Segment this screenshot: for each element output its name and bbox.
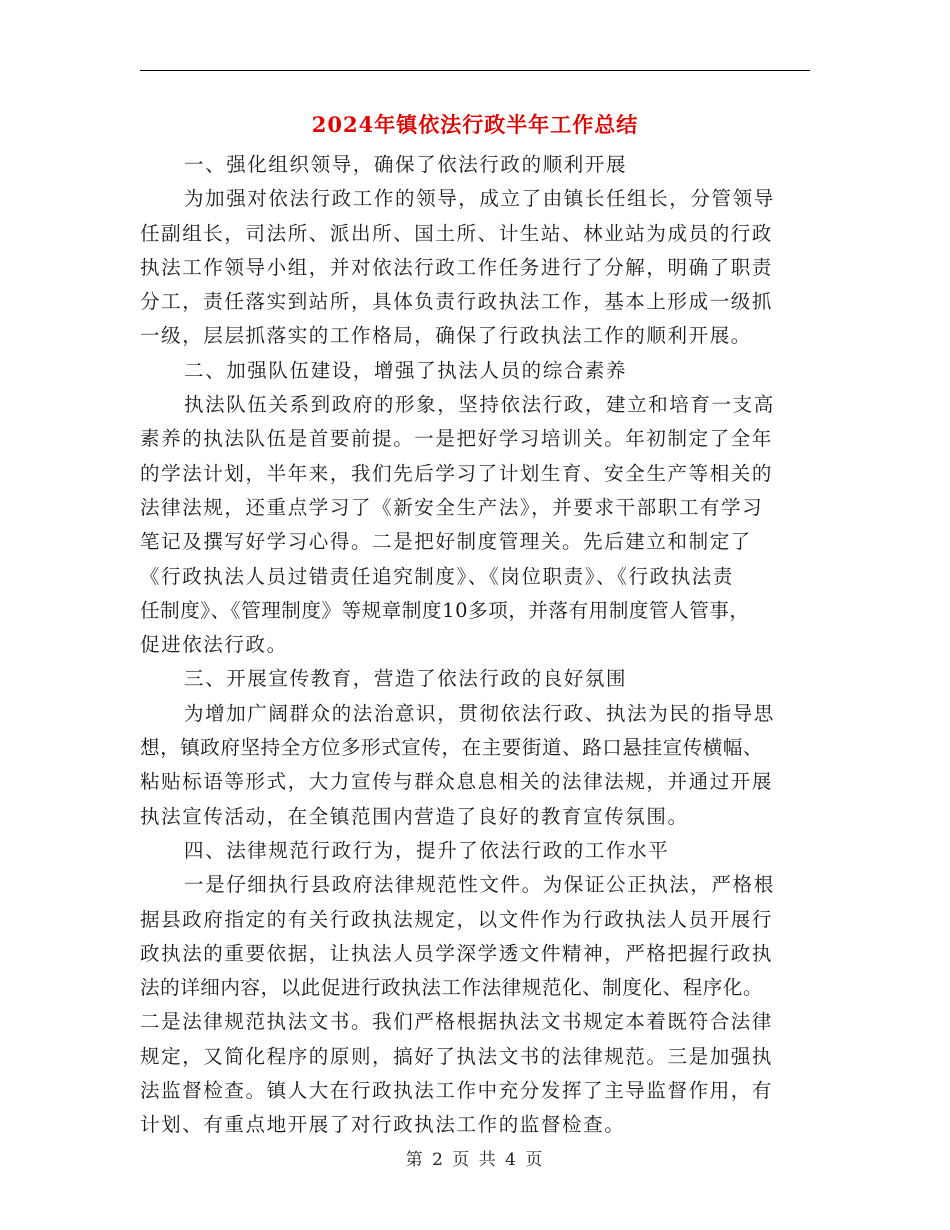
paragraph-line: 想，镇政府坚持全方位多形式宣传，在主要街道、路口悬挂宣传横幅、 (140, 736, 764, 760)
paragraph-line: 笔记及撰写好学习心得。二是把好制度管理关。先后建立和制定了 (140, 530, 752, 554)
paragraph-start-line: 为增加广阔群众的法治意识，贯彻依法行政、执法为民的指导思 (184, 701, 775, 725)
paragraph-line: 促进依法行政。 (140, 633, 288, 657)
paragraph-start-line: 四、法律规范行政行为，提升了依法行政的工作水平 (184, 838, 670, 862)
paragraph-line: 执法宣传活动，在全镇范围内营造了良好的教育宣传氛围。 (140, 804, 689, 828)
paragraph-line: 执法工作领导小组，并对依法行政工作任务进行了分解，明确了职责 (140, 255, 774, 279)
paragraph-start-line: 一是仔细执行县政府法律规范性文件。为保证公正执法，严格根 (184, 873, 775, 897)
paragraph-line: 法监督检查。镇人大在行政执法工作中充分发挥了主导监督作用，有 (140, 1079, 774, 1103)
paragraph-line: 计划、有重点地开展了对行政执法工作的监督检查。 (140, 1113, 626, 1137)
paragraph-line: 粘贴标语等形式，大力宣传与群众息息相关的法律法规，并通过开展 (140, 770, 774, 794)
paragraph-line: 二是法律规范执法文书。我们严格根据执法文书规定本着既符合法律 (140, 1010, 774, 1034)
paragraph-start-line: 二、加强队伍建设，增强了执法人员的综合素养 (184, 358, 628, 382)
paragraph-line: 法的详细内容，以此促进行政执法工作法律规范化、制度化、程序化。 (140, 976, 764, 1000)
document-title: 2024年镇依法行政半年工作总结 (311, 112, 639, 137)
paragraph-line: 分工，责任落实到站所，具体负责行政执法工作，基本上形成一级抓 (140, 290, 774, 314)
paragraph-line: 《行政执法人员过错责任追究制度》、《岗位职责》、《行政执法责 (140, 564, 735, 588)
paragraph-start-line: 三、开展宣传教育，营造了依法行政的良好氛围 (184, 667, 628, 691)
paragraph-line: 的学法计划，半年来，我们先后学习了计划生育、安全生产等相关的 (140, 461, 774, 485)
paragraph-line: 政执法的重要依据，让执法人员学深学透文件精神，严格把握行政执 (140, 941, 774, 965)
paragraph-start-line: 为加强对依法行政工作的领导，成立了由镇长任组长，分管领导 (184, 187, 775, 211)
paragraph-start-line: 执法队伍关系到政府的形象，坚持依法行政，建立和培育一支高 (184, 393, 775, 417)
paragraph-start-line: 一、强化组织领导，确保了依法行政的顺利开展 (184, 153, 628, 176)
paragraph-line: 素养的执法队伍是首要前提。一是把好学习培训关。年初制定了全年 (140, 427, 774, 451)
document-body (140, 148, 814, 1143)
header-rule (140, 70, 810, 71)
paragraph-line: 任副组长，司法所、派出所、国土所、计生站、林业站为成员的行政 (140, 221, 774, 245)
page-number-footer: 第 2 页 共 4 页 (405, 1150, 545, 1170)
paragraph-line: 任制度》、《管理制度》等规章制度10多项，并落有用制度管人管事， (140, 598, 750, 622)
paragraph-line: 据县政府指定的有关行政执法规定，以文件作为行政执法人员开展行 (140, 907, 774, 931)
paragraph-line: 规定，又简化程序的原则，搞好了执法文书的法律规范。三是加强执 (140, 1044, 774, 1068)
paragraph-line: 一级，层层抓落实的工作格局，确保了行政执法工作的顺利开展。 (140, 324, 752, 348)
paragraph-line: 法律法规，还重点学习了《新安全生产法》，并要求干部职工有学习 (140, 495, 764, 519)
